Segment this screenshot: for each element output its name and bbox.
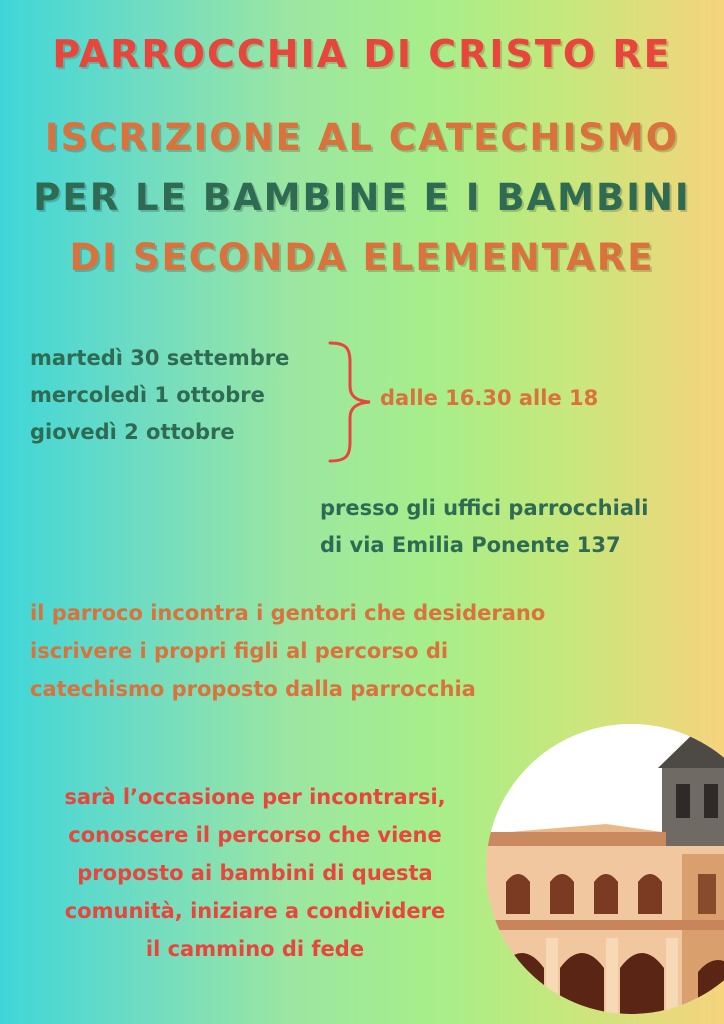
location-text bbox=[320, 490, 648, 564]
location-line: di via Emilia Ponente 137 bbox=[320, 533, 621, 557]
date-item: mercoledì 1 ottobre bbox=[30, 383, 265, 407]
parroco-line: iscrivere i propri figli al percorso di bbox=[30, 639, 449, 663]
curly-brace-icon bbox=[326, 340, 376, 464]
date-item: martedì 30 settembre bbox=[30, 346, 290, 370]
occasion-line: conoscere il percorso che viene bbox=[68, 823, 442, 847]
occasion-line: il cammino di fede bbox=[145, 937, 365, 961]
headline-line-1: ISCRIZIONE AL CATECHISMO bbox=[44, 116, 680, 159]
parroco-line: il parroco incontra i gentori che desiderano bbox=[30, 601, 546, 625]
occasion-text bbox=[20, 778, 490, 968]
occasion-line: proposto ai bambini di questa bbox=[77, 861, 433, 885]
time-range: dalle 16.30 alle 18 bbox=[380, 386, 599, 410]
dates-list bbox=[30, 340, 289, 451]
occasion-line: sarà l’occasione per incontrarsi, bbox=[64, 785, 446, 809]
parish-title: PARROCCHIA DI CRISTO RE bbox=[52, 32, 672, 76]
location-line: presso gli uffici parrocchiali bbox=[320, 496, 649, 520]
date-item: giovedì 2 ottobre bbox=[30, 420, 235, 444]
parroco-text bbox=[30, 594, 545, 708]
church-illustration-icon bbox=[486, 724, 724, 1014]
occasion-line: comunità, iniziare a condividere bbox=[64, 899, 446, 923]
headline-line-2: PER LE BAMBINE E I BAMBINI bbox=[33, 176, 691, 219]
headline-line-3: DI SECONDA ELEMENTARE bbox=[69, 236, 655, 279]
parroco-line: catechismo proposto dalla parrocchia bbox=[30, 677, 476, 701]
church-photo-circle bbox=[486, 724, 724, 1014]
